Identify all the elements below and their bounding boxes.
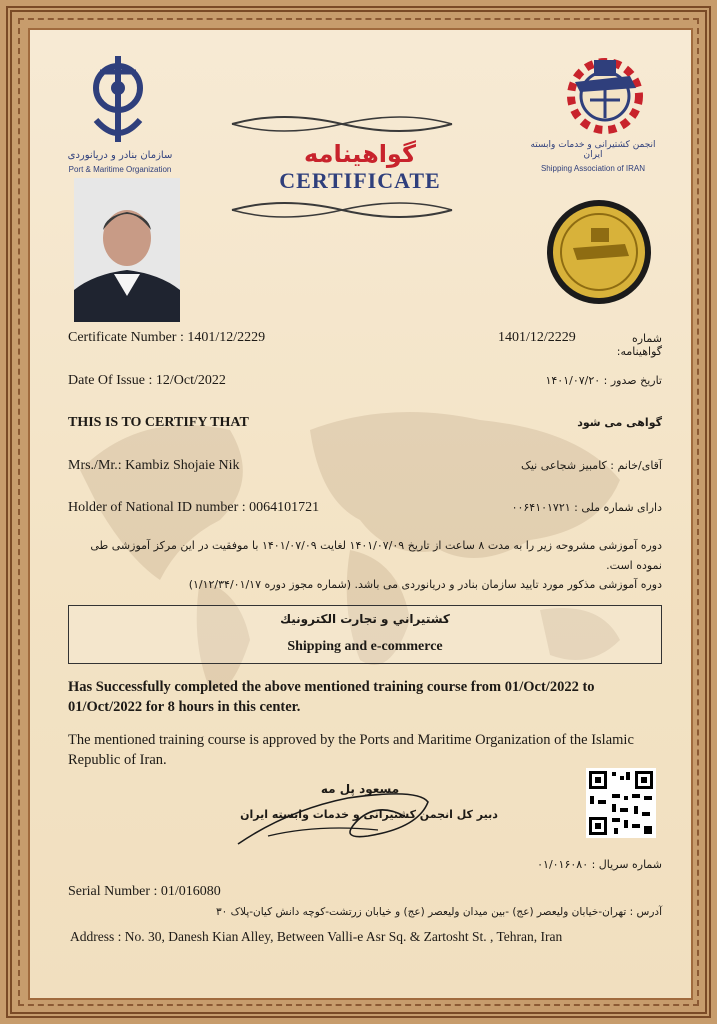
serial-number-fa: شماره سریال : ۰۱/۰۱۶۰۸۰ [537,858,662,871]
address-fa: آدرس : تهران-خیابان ولیعصر (عج) -بین میدان ولیعصر (عج) و خیابان زرتشت-کوچه دانش کیان-پلاک ۳۰ [216,906,662,918]
certificate-title-fa: گواهینامه [304,140,416,168]
fa-approval-paragraph: دوره آموزشی مذکور مورد تایید سازمان بنادر و دریانوردی می باشد. (شماره مجوز دوره ۱/۱۲/۳۴/۰۱/۱۷) [188,578,662,591]
national-id-en: Holder of National ID number : 0064101721 [68,500,320,515]
certify-heading-fa: گواهی می شود [577,416,662,429]
course-box [68,605,662,664]
address-en: Address : No. 30, Danesh Kian Alley, Between Valli-e Asr Sq. & Zartosht St. , Tehran, Iran [70,929,563,944]
title-ornament-bottom-icon [222,196,462,224]
holder-name-en: Mrs./Mr.: Kambiz Shojaie Nik [68,458,240,473]
issue-date-en: Date Of Issue : 12/Oct/2022 [68,373,226,388]
left-org-en: Port & Maritime Organization [68,165,172,174]
qr-code-icon [586,768,656,838]
signatory-role: دبیر کل انجمن کشتیرانی و خدمات وابسته ایران [240,808,498,821]
port-maritime-logo-icon [82,50,154,150]
approval-statement: The mentioned training course is approved by the Ports and Maritime Organization of the Islamic Republic of Iran. [68,732,634,768]
left-org-fa: سازمان بنادر و دریانوردی [67,150,173,161]
cert-number-en: Certificate Number : 1401/12/2229 [68,330,266,345]
issue-date-fa: تاریخ صدور : ۱۴۰۱/۰۷/۲۰ [545,374,662,387]
gold-seal-icon [545,198,653,306]
national-id-fa: دارای شماره ملی : ۰۰۶۴۱۰۱۷۲۱ [511,501,662,514]
cert-number-fa-value: 1401/12/2229 [498,330,576,345]
holder-name-fa: آقای/خانم : کامبیز شجاعی نیک [520,459,662,472]
completion-statement: Has Successfully completed the above mentioned training course from 01/Oct/2022 to 01/Oct/2022 for 8 hours in this center. [68,679,595,715]
serial-number-en: Serial Number : 01/016080 [68,884,221,899]
right-org-fa: انجمن کشتیرانی و خدمات وابسته ایران [530,140,656,160]
certify-heading-en: THIS IS TO CERTIFY THAT [68,415,249,430]
course-title-en: Shipping and e-commerce [287,639,443,654]
course-title-fa: كشتيراني و تجارت الكترونيك [280,612,450,626]
holder-photo [74,178,180,322]
title-ornament-top-icon [222,110,462,138]
right-org-en: Shipping Association of IRAN [540,164,646,173]
shipping-association-logo-icon [560,48,650,138]
signatory-name: مسعود پل مه [320,782,400,796]
cert-number-fa-label: شماره گواهینامه: [616,332,662,358]
fa-course-paragraph: دوره آموزشی مشروحه زیر را به مدت ۸ ساعت از تاریخ ۱۴۰۱/۰۷/۰۹ لغایت ۱۴۰۱/۰۷/۰۹ با موفقیت در این مرکز آموزشی طی نموده است. [90,539,662,572]
certificate-title-en: CERTIFICATE [279,168,441,193]
